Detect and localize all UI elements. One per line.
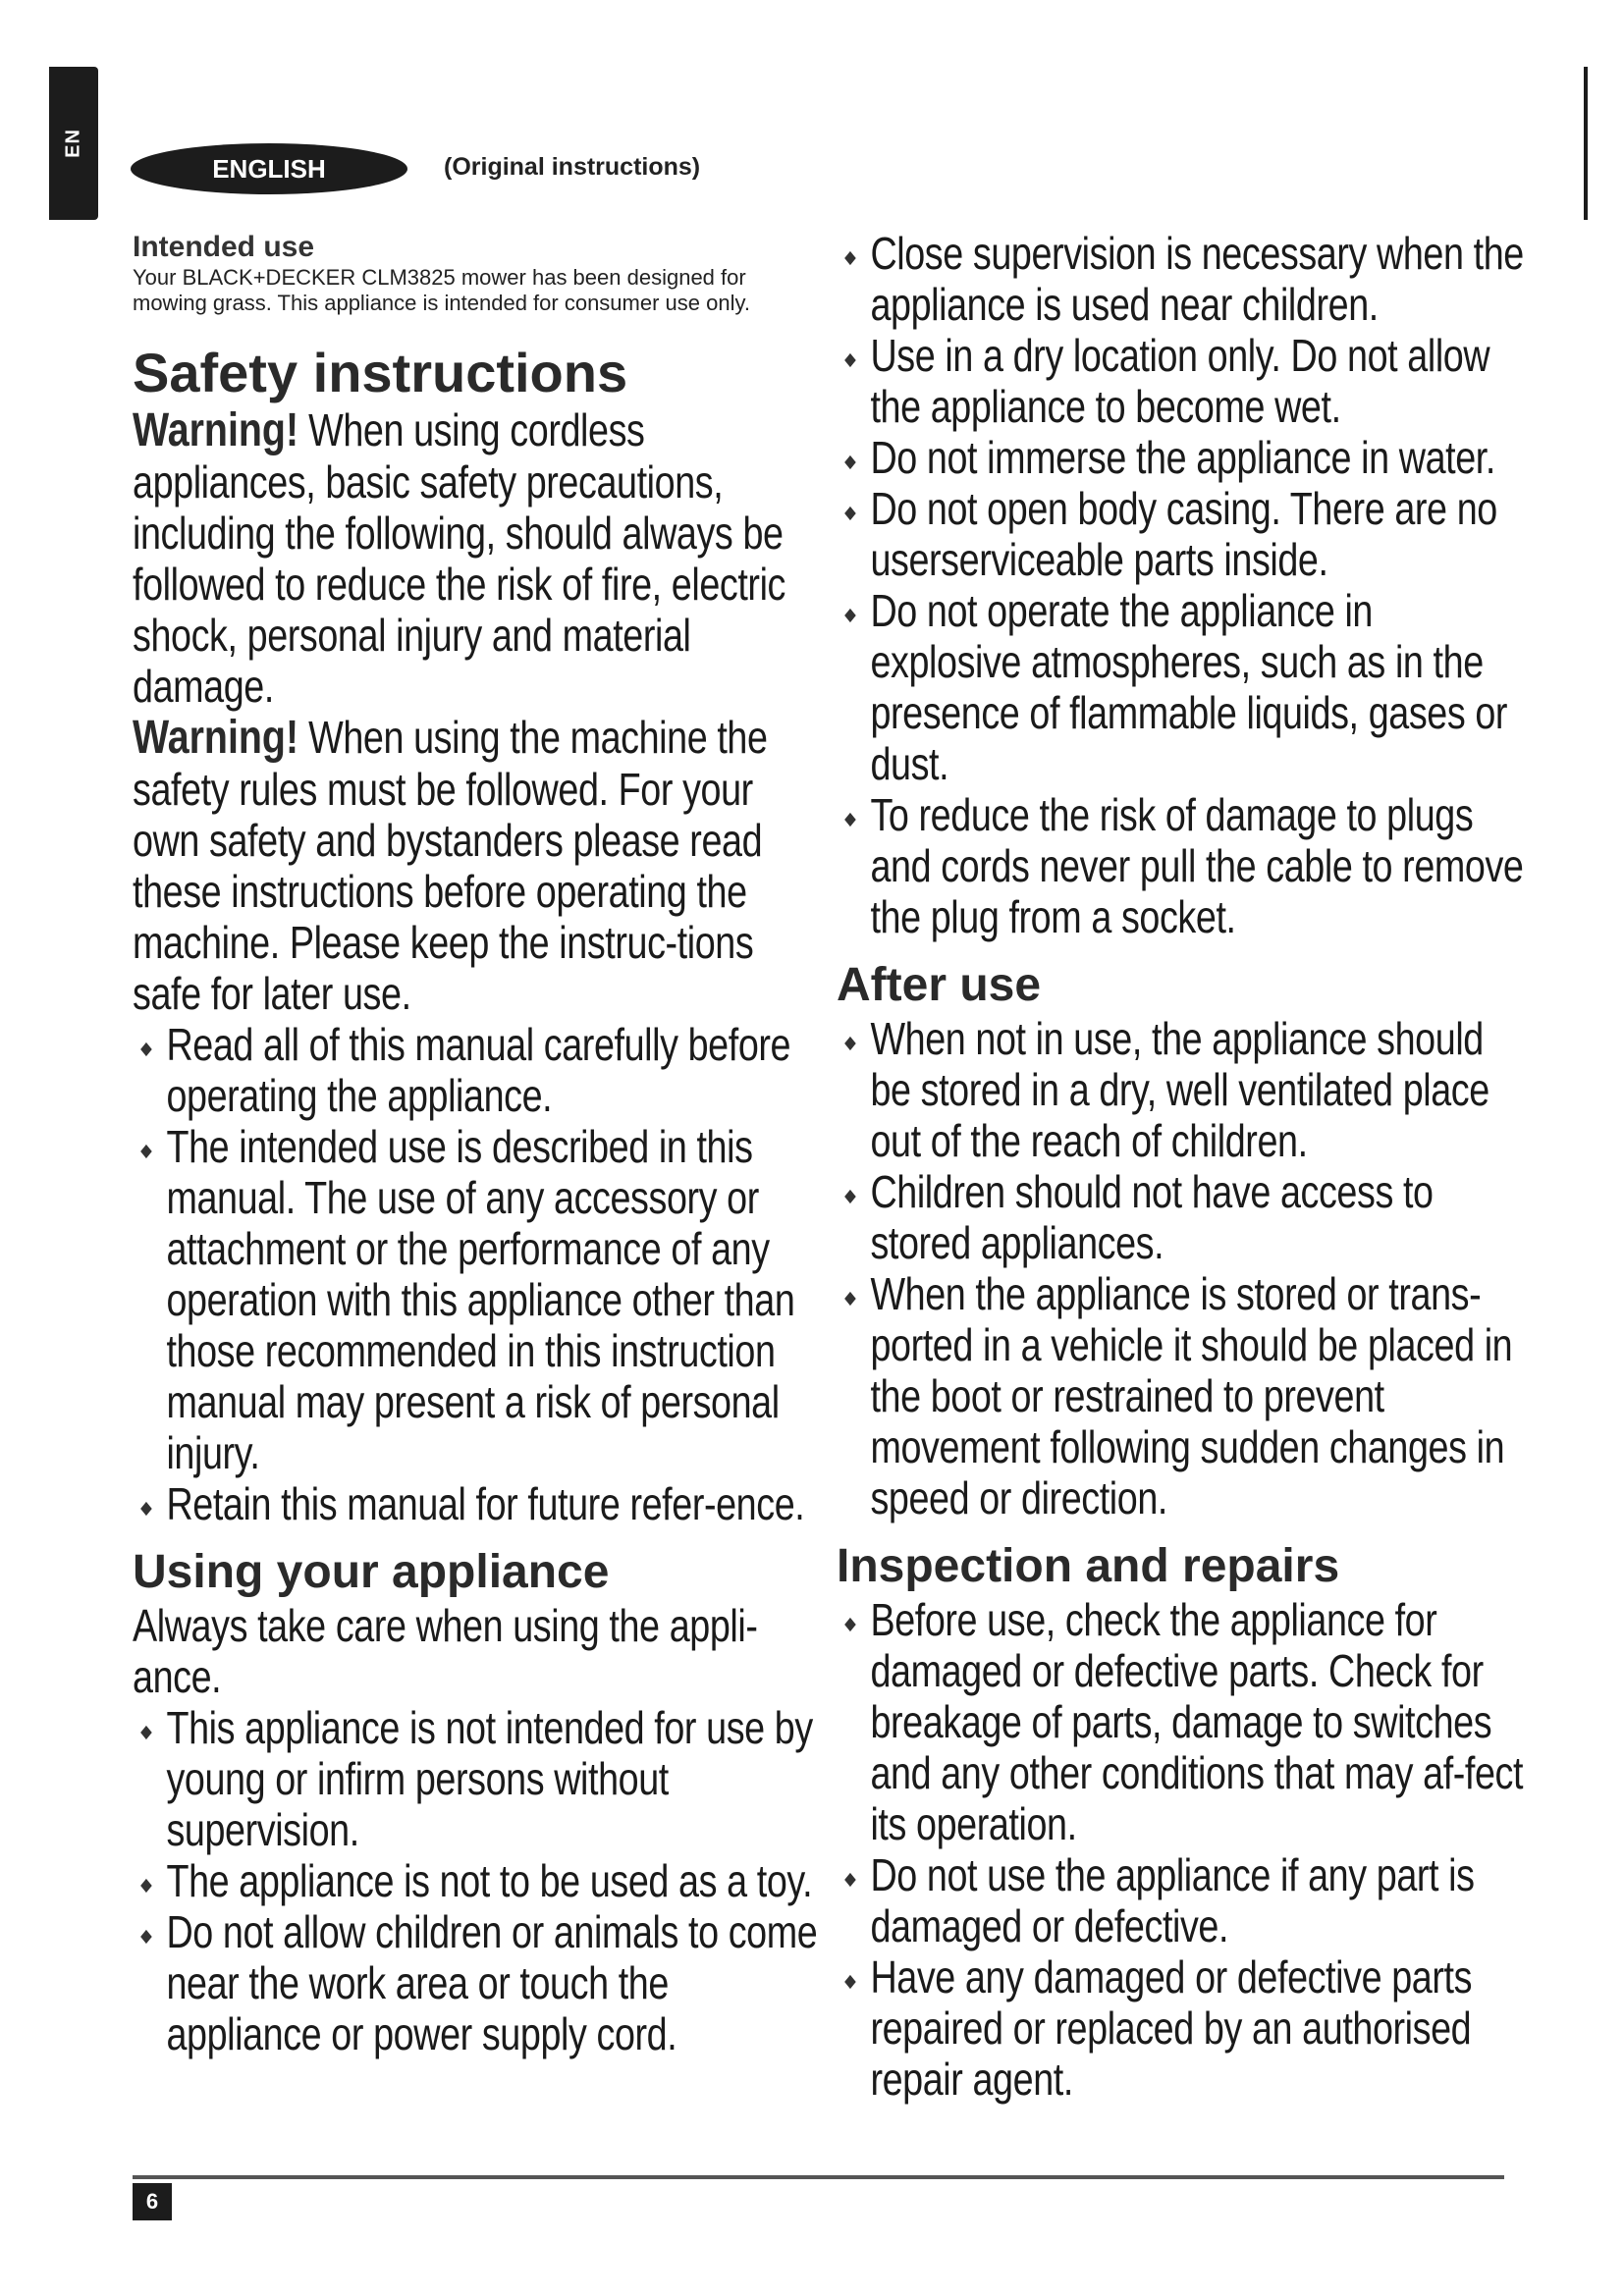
diamond-bullet-icon <box>140 1726 152 1739</box>
list-item <box>837 330 1524 432</box>
diamond-bullet-icon <box>844 507 856 520</box>
bullet-text: The appliance is not to be used as a toy. <box>166 1855 813 1906</box>
list-item <box>133 1702 825 1855</box>
diamond-bullet-icon <box>844 1292 856 1306</box>
diamond-bullet-icon <box>140 1930 152 1944</box>
page-number: 6 <box>133 2183 172 2220</box>
bullet-text: Do not use the appliance if any part is damaged or defective. <box>870 1849 1475 1951</box>
left-column <box>133 228 825 2059</box>
intended-use-text: Your BLACK+DECKER CLM3825 mower has been designed for mowing grass. This appliance is intended for consumer use only. <box>133 265 750 315</box>
diamond-bullet-icon <box>844 813 856 827</box>
diamond-bullet-icon <box>140 1042 152 1056</box>
diamond-bullet-icon <box>140 1502 152 1516</box>
list-item <box>133 1855 825 1906</box>
diamond-bullet-icon <box>140 1145 152 1158</box>
after-use-heading: After use <box>837 959 1042 1011</box>
safety-bullet-list <box>133 1019 825 1529</box>
using-intro: Always take care when using the appli-ance. <box>133 1600 758 1702</box>
bullet-text: When the appliance is stored or trans-ported in a vehicle it should be placed in the boot or restrained to prevent movement following sudden changes in speed or direction. <box>870 1268 1513 1523</box>
diamond-bullet-icon <box>844 1975 856 1989</box>
diamond-bullet-icon <box>844 251 856 265</box>
warning-paragraph-1 <box>133 404 825 712</box>
diamond-bullet-icon <box>140 1879 152 1893</box>
using-bullet-list-right <box>837 228 1524 942</box>
inspection-bullet-list <box>837 1594 1524 2105</box>
right-column <box>837 228 1524 2105</box>
diamond-bullet-icon <box>844 1873 856 1887</box>
bullet-text: Before use, check the appliance for damaged or defective parts. Check for breakage of parts, damage to switches and any other conditions that may af-fect its operation. <box>870 1594 1524 1849</box>
warning-text-2: When using the machine the safety rules must be followed. For your own safety and bystanders please read these instructions before operating the machine. Please keep the instruc-tions safe for later use. <box>133 712 768 1019</box>
list-item <box>837 1166 1524 1268</box>
warning-text-1: When using cordless appliances, basic safety precautions, including the following, should always be followed to reduce the risk of fire, electric shock, personal injury and material damage. <box>133 404 786 712</box>
diamond-bullet-icon <box>844 1618 856 1631</box>
footer-rule <box>133 2175 1504 2179</box>
diamond-bullet-icon <box>844 1037 856 1050</box>
bullet-text: Do not open body casing. There are no userserviceable parts inside. <box>870 483 1497 585</box>
right-edge-rule <box>1584 67 1588 220</box>
diamond-bullet-icon <box>844 455 856 469</box>
language-pill: ENGLISH <box>131 143 407 194</box>
list-item <box>133 1121 825 1478</box>
list-item <box>837 1013 1524 1166</box>
bullet-text: Close supervision is necessary when the appliance is used near children. <box>870 228 1524 330</box>
list-item <box>837 1849 1524 1951</box>
diamond-bullet-icon <box>844 353 856 367</box>
list-item <box>133 1019 825 1121</box>
list-item <box>133 1906 825 2059</box>
language-side-tab <box>49 67 98 220</box>
list-item <box>837 1951 1524 2105</box>
list-item <box>133 1478 825 1529</box>
bullet-text: This appliance is not intended for use by young or infirm persons without supervision. <box>166 1702 813 1855</box>
warning-label-2: Warning! <box>133 712 299 764</box>
list-item <box>837 483 1524 585</box>
original-instructions-label: (Original instructions) <box>444 153 701 181</box>
warning-label: Warning! <box>133 404 299 456</box>
list-item <box>837 1268 1524 1523</box>
bullet-text: To reduce the risk of damage to plugs and cords never pull the cable to remove the plug from a socket. <box>870 789 1524 942</box>
bullet-text: Do not operate the appliance in explosive atmospheres, such as in the presence of flammable liquids, gases or dust. <box>870 585 1508 789</box>
bullet-text: Retain this manual for future refer-ence. <box>166 1478 805 1529</box>
list-item <box>837 789 1524 942</box>
after-use-bullet-list <box>837 1013 1524 1523</box>
bullet-text: Read all of this manual carefully before operating the appliance. <box>166 1019 791 1121</box>
list-item <box>837 432 1524 483</box>
bullet-text: The intended use is described in this manual. The use of any accessory or attachment or the performance of any operation with this appliance other than those recommended in this instruction manual may present a risk of personal injury. <box>166 1121 795 1478</box>
intended-use-heading: Intended use <box>133 231 315 263</box>
list-item <box>837 1594 1524 1849</box>
using-appliance-heading: Using your appliance <box>133 1546 610 1598</box>
bullet-text: Have any damaged or defective parts repaired or replaced by an authorised repair agent. <box>870 1951 1473 2105</box>
bullet-text: Do not allow children or animals to come near the work area or touch the appliance or power supply cord. <box>166 1906 818 2059</box>
diamond-bullet-icon <box>844 609 856 622</box>
side-tab-label: EN <box>62 129 84 158</box>
bullet-text: When not in use, the appliance should be stored in a dry, well ventilated place out of the reach of children. <box>870 1013 1489 1166</box>
bullet-text: Do not immerse the appliance in water. <box>870 432 1495 483</box>
inspection-repairs-heading: Inspection and repairs <box>837 1540 1340 1592</box>
bullet-text: Use in a dry location only. Do not allow the appliance to become wet. <box>870 330 1490 432</box>
bullet-text: Children should not have access to stored appliances. <box>870 1166 1434 1268</box>
using-bullet-list-left <box>133 1702 825 2059</box>
list-item <box>837 585 1524 789</box>
warning-paragraph-2 <box>133 712 825 1019</box>
list-item <box>837 228 1524 330</box>
safety-instructions-heading: Safety instructions <box>133 342 628 403</box>
diamond-bullet-icon <box>844 1190 856 1203</box>
